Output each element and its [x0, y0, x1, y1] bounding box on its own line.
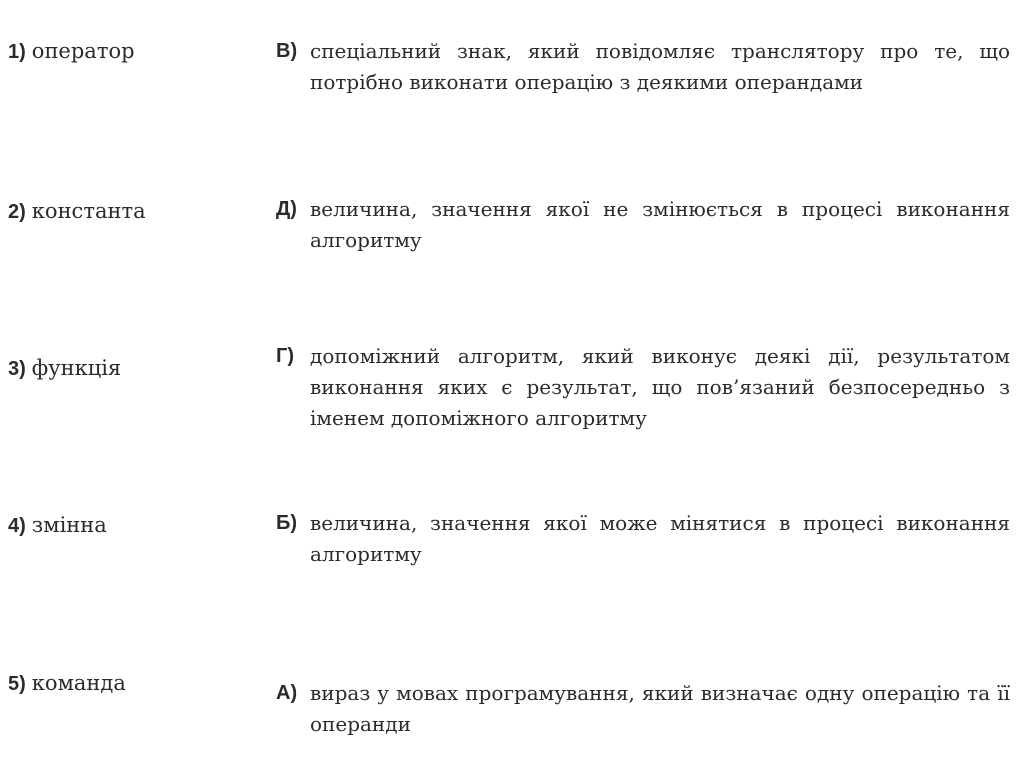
definition-letter: В)	[276, 40, 298, 62]
definition-letter: Г)	[276, 345, 294, 367]
definition-text: вираз у мовах програмування, який визначає одну операцію та її операнди	[310, 681, 1010, 736]
term-text: оператор	[31, 39, 135, 63]
term-number: 5)	[8, 673, 26, 695]
term-text: команда	[31, 671, 126, 695]
definition-letter: Б)	[276, 512, 298, 534]
term-number: 3)	[8, 358, 26, 380]
term-item	[8, 196, 146, 227]
definition-text: спеціальний знак, який повідомляє транслятору про те, що потрібно виконати операцію з деякими операндами	[310, 39, 1010, 94]
term-number: 1)	[8, 41, 26, 63]
term-item	[8, 36, 135, 67]
term-number: 4)	[8, 515, 26, 537]
term-text: функція	[31, 356, 122, 380]
term-item	[8, 353, 121, 384]
definition-text: величина, значення якої не змінюється в процесі виконання алгоритму	[310, 197, 1010, 252]
definition-letter: Д)	[276, 198, 297, 220]
definition-text: величина, значення якої може мінятися в процесі виконання алгоритму	[310, 511, 1010, 566]
definition-text: допоміжний алгоритм, який виконує деякі дії, результатом виконання яких є результат, що пов’язаний безпосередньо з іменем допоміжного алгоритму	[310, 344, 1010, 430]
term-text: константа	[31, 199, 146, 223]
definition-letter: А)	[276, 682, 298, 704]
term-item	[8, 668, 126, 699]
term-number: 2)	[8, 201, 26, 223]
term-item	[8, 510, 107, 541]
term-text: змінна	[31, 513, 107, 537]
